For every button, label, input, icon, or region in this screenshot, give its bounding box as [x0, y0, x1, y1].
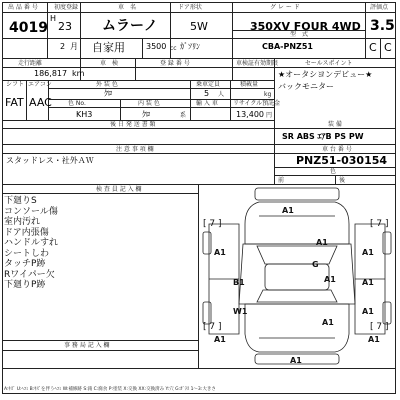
interior-unit: 系 — [180, 112, 187, 119]
inspection-note: 下廻りP跡 — [4, 280, 46, 290]
model-value: CBA-PNZ51 — [262, 42, 313, 51]
score-value: 3.5 — [370, 18, 395, 34]
damage-mark: A1 — [214, 335, 226, 344]
model-label: 型 式 — [290, 31, 309, 38]
divider — [120, 99, 121, 120]
recycle-unit: 円 — [266, 112, 273, 119]
tire-tread-fl: [ 7 ] — [203, 219, 222, 229]
inspection-note: ドア内張傷 — [4, 227, 49, 238]
reg-month: 2 — [60, 42, 66, 51]
divider — [380, 38, 381, 58]
rear-window — [257, 290, 337, 302]
inspection-note: コンソール傷 — [4, 206, 58, 217]
car-outline-body — [239, 244, 355, 304]
mileage-value: 186,817 — [34, 69, 68, 78]
divider — [2, 340, 198, 341]
interior-label: 内 装 色 — [138, 100, 160, 107]
divider — [274, 67, 396, 68]
divider — [2, 350, 198, 351]
import-label: 輸 入 車 — [196, 100, 218, 107]
reg-no-label: 登 録 番 号 — [160, 60, 190, 67]
inspection-note: Rワイパー欠 — [4, 269, 55, 280]
reg-era: H — [50, 14, 57, 23]
car-diagram — [199, 184, 395, 368]
score-label: 評価点 — [370, 4, 389, 11]
inspection-note: 室内汚れ — [4, 217, 41, 227]
seats-label: 乗車定員 — [196, 81, 221, 88]
damage-mark: A1 — [282, 206, 294, 215]
divider — [80, 2, 81, 58]
divider — [2, 67, 274, 68]
load-label: 積載量 — [240, 81, 259, 88]
windshield — [257, 246, 337, 264]
divider — [2, 12, 396, 13]
inspection-note: シートしわ — [4, 248, 50, 259]
inspection-label: 車 検 — [100, 60, 119, 67]
divider — [232, 58, 233, 80]
damage-mark: A1 — [362, 248, 374, 257]
fuel-value: ｶﾞｿﾘﾝ — [180, 42, 200, 51]
divider — [2, 128, 396, 129]
seats-value: 5 — [204, 89, 210, 98]
seats-unit: 人 — [218, 91, 225, 98]
divider — [48, 107, 274, 108]
grade-label: グ レ ー ド — [270, 4, 300, 11]
shift-label: シフト — [6, 81, 25, 88]
front-bumper — [255, 188, 339, 200]
lot-label: 出 品 番 号 — [8, 4, 38, 11]
doors-label: ドア形状 — [178, 4, 202, 11]
divider — [230, 80, 231, 120]
divider — [190, 80, 191, 120]
divider — [2, 153, 274, 154]
wheel-fr — [383, 232, 391, 254]
equip-label: 装 備 — [328, 121, 342, 128]
tire-tread-rr: [ 7 ] — [370, 322, 389, 332]
wheel-rl — [203, 302, 211, 324]
car-outline-front — [245, 202, 349, 244]
before-label: 前 — [278, 177, 285, 184]
tire-tread-rl: [ 7 ] — [203, 322, 222, 332]
inspection-note: ハンドルすれ — [4, 238, 59, 248]
mileage-label: 走行距離 — [18, 60, 43, 67]
interior-score: C — [369, 41, 377, 54]
damage-mark: A1 — [362, 278, 374, 287]
wheel-rr — [383, 302, 391, 324]
roof — [265, 264, 329, 290]
damage-mark: A1 — [290, 356, 302, 365]
cc-unit: cc — [170, 45, 177, 52]
damage-mark: A1 — [214, 248, 226, 257]
recycle-value: 13,400 — [236, 110, 264, 119]
divider — [2, 193, 198, 194]
divider — [365, 2, 366, 58]
damage-mark: B1 — [233, 278, 245, 287]
divider — [2, 144, 396, 145]
tire-tread-fr: [ 7 ] — [370, 219, 389, 229]
damage-mark: A1 — [324, 275, 336, 284]
notes-label: 注 意 事 項 欄 — [116, 146, 154, 153]
reg-year: 23 — [58, 20, 72, 33]
inspection-label-header: 検 査 員 記 入 欄 — [96, 186, 142, 193]
equip-items: SR ABS ｴｱB PS PW — [282, 132, 364, 141]
inspection-note: タッチP跡 — [4, 259, 46, 269]
repair-mark: W1 — [233, 307, 248, 316]
legend-footer: A:ｷｽﾞ U:ﾍｺﾐ B:ｷｽﾞを伴うﾍｺﾐ W:補修跡 S:錆 C:腐食 P:塗装 X:交換 XX:交換済み Y:穴 G:ｶﾞﾗｽ 1〜3:大きさ — [4, 387, 216, 392]
interior-value: ｸﾛ — [142, 110, 150, 119]
color-label: 外 装 色 — [96, 81, 118, 88]
divider — [274, 144, 275, 184]
mileage-unit: km — [72, 69, 85, 78]
car-name: ムラーノ — [102, 18, 158, 34]
load-unit: kg — [264, 91, 272, 98]
glass-mark: G — [312, 260, 319, 269]
sales-point-2: バックモニター — [278, 82, 334, 91]
reg-date-label: 車検証有効期限 — [236, 60, 279, 67]
doors-value: 5W — [190, 20, 208, 33]
ac-label: エアコン — [28, 81, 52, 88]
after-label: 後 — [339, 177, 346, 184]
name-label: 車 名 — [118, 4, 137, 11]
ac-value: AAC — [29, 96, 52, 109]
exterior-score: C — [384, 41, 392, 54]
damage-mark: A1 — [316, 238, 328, 247]
sales-point-1: ★オータシヨンデビュー★ — [278, 70, 373, 79]
reg-label: 初度登録 — [54, 4, 79, 11]
color-no-value: KH3 — [76, 110, 93, 119]
damage-mark: A1 — [322, 318, 334, 327]
chassis-label: 車 台 番 号 — [322, 146, 352, 153]
grade-value: 350XV FOUR 4WD — [250, 20, 361, 33]
divider — [2, 38, 396, 39]
reg-month-unit: 月 — [70, 42, 78, 51]
divider — [48, 88, 274, 89]
shift-value: FAT — [5, 96, 24, 109]
inspection-note: 下廻りS — [4, 196, 37, 206]
car-outline-rear — [245, 304, 349, 352]
late-docs-label: 後 日 発 送 書 類 — [110, 121, 156, 128]
color-no-label: 色 No. — [68, 100, 86, 107]
lot-number: 4019 — [9, 20, 48, 36]
color-change-label: 色 — [330, 168, 337, 175]
cc-value: 3500 — [146, 42, 167, 51]
wheel-fl — [203, 232, 211, 254]
color-value: ｸﾛ — [104, 89, 112, 98]
divider — [2, 368, 396, 369]
sales-label: セールスポイント — [305, 60, 353, 67]
chassis-number: PNZ51-030154 — [296, 154, 388, 167]
divider — [135, 58, 136, 80]
dealer-label: 事 務 局 記 入 欄 — [64, 342, 110, 349]
divider — [26, 80, 27, 120]
notes-text: スタッドレス・社外ＡＷ — [6, 156, 94, 165]
damage-mark: A1 — [362, 307, 374, 316]
divider — [142, 38, 143, 58]
usage-value: 自家用 — [92, 41, 125, 54]
recycle-label: リサイクル預託金 — [233, 100, 281, 107]
divider — [2, 58, 396, 59]
damage-mark: A1 — [368, 335, 380, 344]
